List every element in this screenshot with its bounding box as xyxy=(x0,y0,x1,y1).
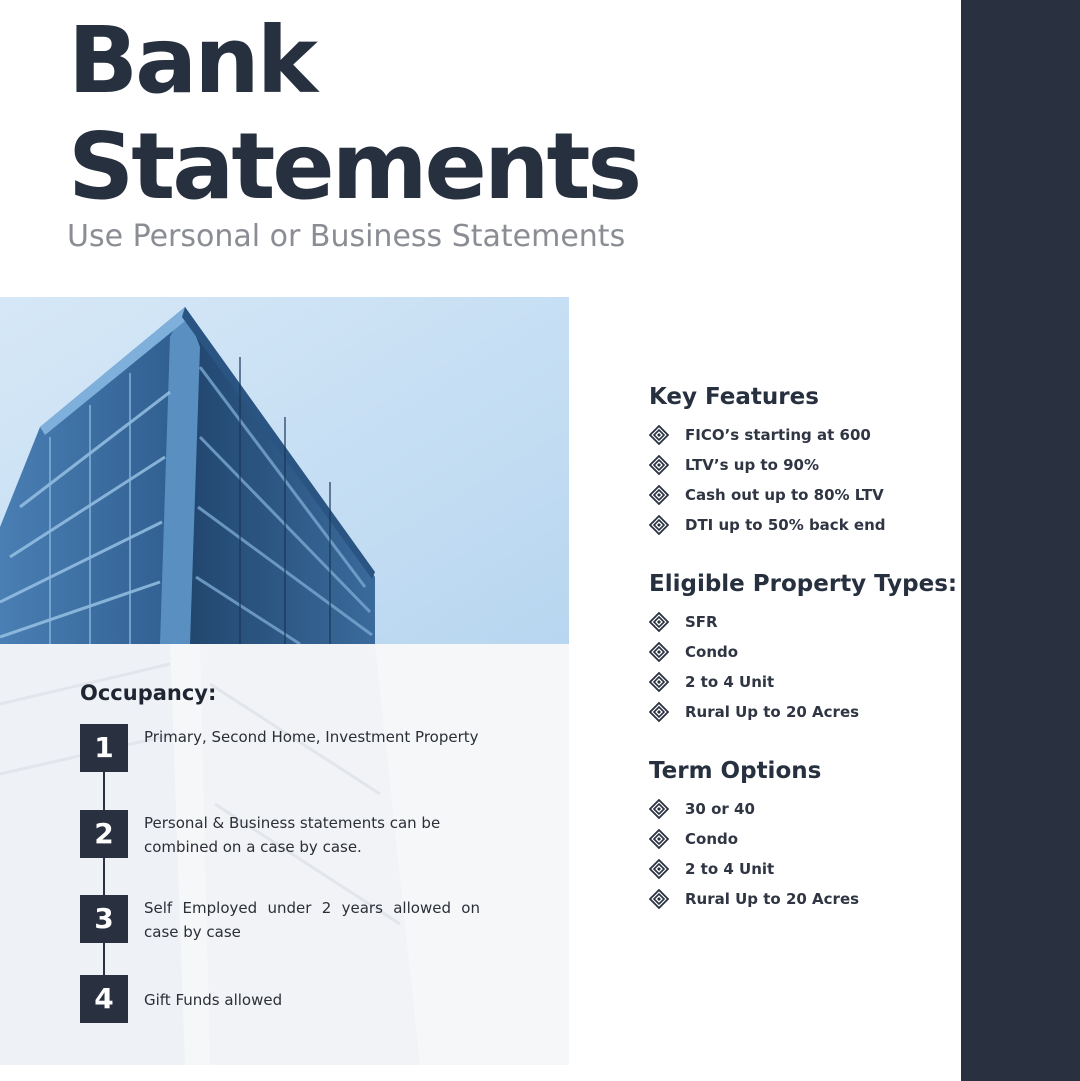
feature-text: DTI up to 50% back end xyxy=(685,516,886,534)
step-number-4: 4 xyxy=(80,975,128,1023)
feature-text: LTV’s up to 90% xyxy=(685,456,820,474)
feature-text: FICO’s starting at 600 xyxy=(685,426,871,444)
term-options-list xyxy=(649,794,859,914)
step-number-1: 1 xyxy=(80,724,128,772)
property-type-text: Condo xyxy=(685,643,739,661)
list-item xyxy=(649,637,859,667)
term-option-text: 2 to 4 Unit xyxy=(685,860,775,878)
property-types-list xyxy=(649,607,859,727)
list-item xyxy=(649,667,859,697)
diamond-bullet-icon xyxy=(649,829,669,849)
term-option-text: Rural Up to 20 Acres xyxy=(685,890,860,908)
term-option-text: Condo xyxy=(685,830,739,848)
page-subtitle: Use Personal or Business Statements xyxy=(67,219,626,254)
list-item xyxy=(649,824,859,854)
diamond-bullet-icon xyxy=(649,612,669,632)
list-item xyxy=(649,480,886,510)
list-item xyxy=(649,854,859,884)
property-types-title: Eligible Property Types: xyxy=(649,571,958,597)
property-type-text: Rural Up to 20 Acres xyxy=(685,703,860,721)
step-text-2: Personal & Business statements can be combined on a case by case. xyxy=(144,814,441,856)
diamond-bullet-icon xyxy=(649,702,669,722)
step-text-1: Primary, Second Home, Investment Property xyxy=(144,728,479,746)
diamond-bullet-icon xyxy=(649,799,669,819)
list-item xyxy=(649,510,886,540)
property-type-text: 2 to 4 Unit xyxy=(685,673,775,691)
occupancy-title: Occupancy: xyxy=(80,681,217,705)
page-title xyxy=(68,8,639,220)
diamond-bullet-icon xyxy=(649,485,669,505)
list-item xyxy=(649,884,859,914)
key-features-list xyxy=(649,420,886,540)
diamond-bullet-icon xyxy=(649,672,669,692)
feature-text: Cash out up to 80% LTV xyxy=(685,486,884,504)
step-number-3: 3 xyxy=(80,895,128,943)
diamond-bullet-icon xyxy=(649,642,669,662)
title-line-1: Bank xyxy=(68,7,315,114)
step-number-2: 2 xyxy=(80,810,128,858)
step-text-3: Self Employed under 2 years allowed on case by case xyxy=(144,899,480,941)
list-item xyxy=(649,697,859,727)
term-option-text: 30 or 40 xyxy=(685,800,755,818)
diamond-bullet-icon xyxy=(649,455,669,475)
list-item xyxy=(649,794,859,824)
key-features-title: Key Features xyxy=(649,384,819,410)
title-line-2: Statements xyxy=(68,113,640,220)
right-sidebar-band xyxy=(961,0,1080,1081)
property-type-text: SFR xyxy=(685,613,718,631)
term-options-title: Term Options xyxy=(649,758,822,784)
building-photo xyxy=(0,297,569,644)
diamond-bullet-icon xyxy=(649,425,669,445)
diamond-bullet-icon xyxy=(649,859,669,879)
list-item xyxy=(649,450,886,480)
diamond-bullet-icon xyxy=(649,889,669,909)
timeline-connector xyxy=(103,740,105,1002)
diamond-bullet-icon xyxy=(649,515,669,535)
list-item xyxy=(649,420,886,450)
step-text-4: Gift Funds allowed xyxy=(144,991,283,1009)
list-item xyxy=(649,607,859,637)
